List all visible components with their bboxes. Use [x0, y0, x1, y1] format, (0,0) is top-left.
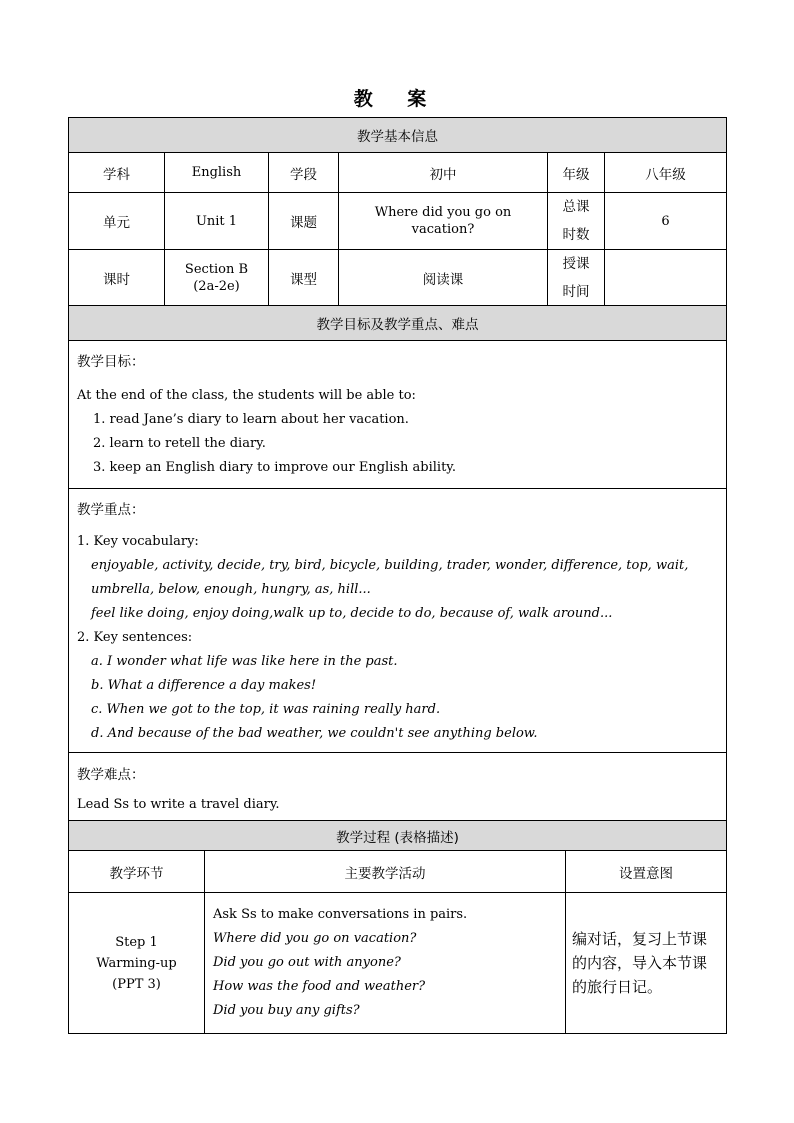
step-1-purpose: [566, 893, 727, 1034]
purpose-line-2: 的内容，导入本节课: [572, 954, 708, 972]
col-activity-header: 主要教学活动: [205, 851, 566, 893]
key-points-block: [69, 489, 727, 753]
lesson-type-value: 阅读课: [339, 250, 548, 307]
period-value: [165, 250, 269, 307]
step-1-ppt: (PPT 3): [112, 976, 161, 992]
step-1-title: Step 1: [115, 934, 158, 950]
total-hours-label: [548, 193, 605, 250]
period-line-1: Section B: [184, 262, 249, 277]
objective-item-2: 2. learn to retell the diary.: [93, 436, 266, 451]
topic-label: 课题: [269, 193, 339, 250]
activity-intro: Ask Ss to make conversations in pairs.: [213, 907, 468, 922]
activity-question-3: How was the food and weather?: [213, 979, 426, 994]
purpose-line-3: 的旅行日记。: [572, 978, 663, 996]
col-purpose-header: 设置意图: [566, 851, 727, 893]
key-vocabulary-label: 1. Key vocabulary:: [77, 534, 199, 549]
basic-info-table: [68, 117, 727, 307]
key-sentences-label: 2. Key sentences:: [77, 630, 193, 645]
objectives-intro: At the end of the class, the students will be able to:: [77, 388, 416, 403]
topic-value: [339, 193, 548, 250]
teaching-time-label-1: 授课: [562, 256, 590, 272]
col-stage-header: 教学环节: [69, 851, 205, 893]
teaching-time-label-2: 时间: [562, 284, 590, 300]
step-1-activities: [205, 893, 566, 1034]
period-line-2: (2a-2e): [193, 279, 240, 294]
grade-label: 年级: [548, 153, 605, 193]
activity-question-2: Did you go out with anyone?: [213, 955, 401, 970]
topic-line-2: vacation?: [411, 222, 475, 237]
topic-line-1: Where did you go on: [374, 205, 512, 220]
difficult-points-title: 教学难点：: [77, 767, 145, 783]
total-hours-label-2: 时数: [562, 227, 590, 243]
subject-label: 学科: [69, 153, 165, 193]
stage-label: 学段: [269, 153, 339, 193]
key-points-title: 教学重点：: [77, 502, 145, 518]
purpose-line-1: 编对话，复习上节课: [572, 930, 708, 948]
activity-question-4: Did you buy any gifts?: [213, 1003, 360, 1018]
period-label: 课时: [69, 250, 165, 307]
objective-item-1: 1. read Jane’s diary to learn about her vacation.: [93, 412, 409, 427]
step-1-stage: [69, 893, 205, 1034]
difficult-points-block: [69, 753, 727, 821]
basic-info-header: 教学基本信息: [69, 118, 727, 153]
sentence-a: a. I wonder what life was like here in the past.: [91, 654, 398, 669]
process-table: [68, 820, 727, 1034]
unit-label: 单元: [69, 193, 165, 250]
vocab-line-1: enjoyable, activity, decide, try, bird, bicycle, building, trader, wonder, difference, top, wait,: [91, 558, 689, 573]
objective-item-3: 3. keep an English diary to improve our English ability.: [93, 460, 457, 475]
stage-value: 初中: [339, 153, 548, 193]
unit-value: Unit 1: [165, 193, 269, 250]
grade-value: 八年级: [605, 153, 727, 193]
difficult-points-text: Lead Ss to write a travel diary.: [77, 797, 280, 812]
lesson-type-label: 课型: [269, 250, 339, 307]
step-1-name: Warming-up: [96, 955, 177, 971]
process-header: 教学过程 (表格描述): [69, 821, 727, 851]
vocab-line-3: feel like doing, enjoy doing,walk up to, decide to do, because of, walk around...: [91, 606, 613, 621]
goals-header: 教学目标及教学重点、难点: [69, 306, 727, 341]
goals-table: [68, 305, 727, 821]
vocab-line-2: umbrella, below, enough, hungry, as, hill...: [91, 582, 371, 597]
teaching-time-label: [548, 250, 605, 307]
sentence-c: c. When we got to the top, it was raining really hard.: [91, 702, 441, 717]
total-hours-label-1: 总课: [562, 199, 590, 215]
document-title: 教 案: [353, 88, 441, 110]
activity-question-1: Where did you go on vacation?: [213, 931, 417, 946]
sentence-d: d. And because of the bad weather, we couldn't see anything below.: [91, 726, 538, 741]
objectives-title: 教学目标：: [77, 354, 145, 370]
subject-value: English: [165, 153, 269, 193]
total-hours-value: 6: [605, 193, 727, 250]
sentence-b: b. What a difference a day makes!: [91, 678, 317, 693]
teaching-time-value: [605, 250, 727, 307]
objectives-block: [69, 341, 727, 489]
